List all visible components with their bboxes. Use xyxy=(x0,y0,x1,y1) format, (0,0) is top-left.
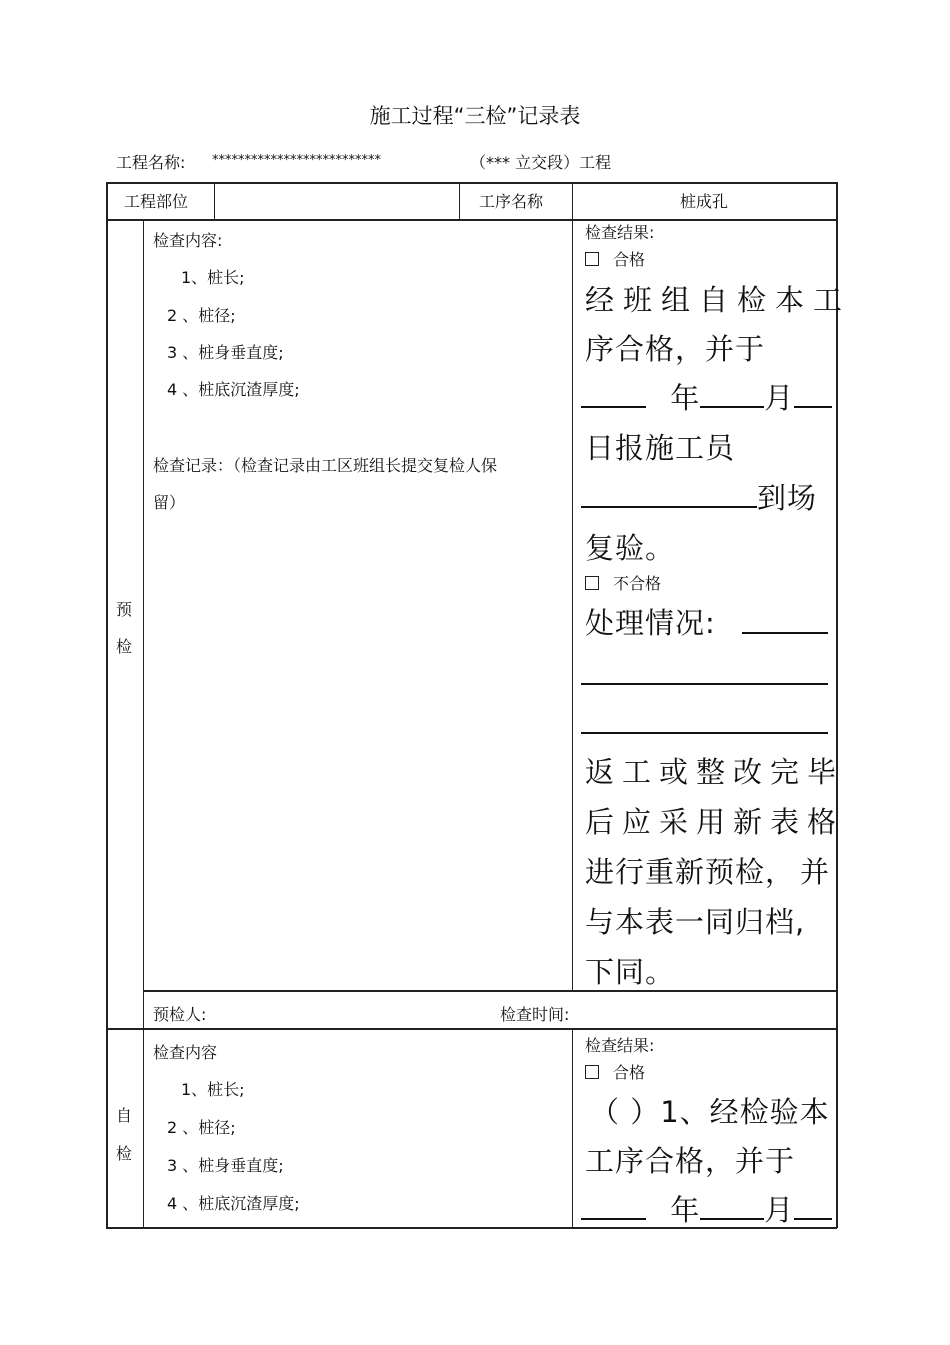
inspector-blank[interactable] xyxy=(581,482,757,508)
self-check-result-label: 检查结果: xyxy=(585,1036,655,1055)
pre-check-result-label: 检查结果: xyxy=(585,223,655,242)
process-label: 工序名称 xyxy=(479,192,544,211)
project-name-label: 工程名称: xyxy=(116,153,186,172)
year-blank[interactable] xyxy=(581,1194,646,1220)
check-time-label: 检查时间: xyxy=(500,1005,570,1024)
process-value[interactable]: 桩成孔 xyxy=(680,192,729,211)
self-date-line xyxy=(581,1188,832,1229)
checkbox-icon[interactable] xyxy=(585,252,599,266)
checkbox-icon[interactable] xyxy=(585,1065,599,1079)
year-label: 年 xyxy=(670,381,701,415)
month-blank[interactable] xyxy=(700,382,764,408)
pre-inspector-label: 预检人: xyxy=(153,1005,207,1024)
pass-label: 合格 xyxy=(613,1063,646,1082)
month-label: 月 xyxy=(764,1193,795,1227)
pre-check-item: 4 、桩底沉渣厚度; xyxy=(167,380,300,399)
self-check-item: 3 、桩身垂直度; xyxy=(167,1156,284,1175)
self-check-side-label-1: 自 xyxy=(116,1106,133,1125)
handling-label: 处理情况: xyxy=(585,606,716,640)
rework-text-3: 进行重新预检， xyxy=(585,855,796,889)
pre-check-pass-option[interactable] xyxy=(585,247,645,270)
handling-blank-line-3[interactable] xyxy=(581,732,828,734)
pre-check-record-label-2: 留） xyxy=(153,493,186,512)
pre-check-item: 3 、桩身垂直度; xyxy=(167,343,284,362)
pass-label: 合格 xyxy=(613,250,646,269)
checkbox-icon[interactable] xyxy=(585,576,599,590)
pre-check-fail-option[interactable] xyxy=(585,571,661,594)
month-label: 月 xyxy=(764,381,795,415)
month-blank[interactable] xyxy=(700,1194,764,1220)
rework-text-3b: 并 xyxy=(800,855,831,889)
self-check-pass-option[interactable] xyxy=(585,1060,645,1083)
year-label: 年 xyxy=(670,1193,701,1227)
self-check-content-label: 检查内容 xyxy=(153,1043,218,1062)
handling-blank[interactable] xyxy=(742,632,828,634)
self-check-item: 2 、桩径; xyxy=(167,1118,236,1137)
pass-text-1: 经班组自检本工 xyxy=(585,283,852,317)
project-name-value: ************************** xyxy=(212,153,381,168)
pre-check-item: 1、桩长; xyxy=(181,268,245,287)
pre-check-side-label-1: 预 xyxy=(116,600,133,619)
rework-text-5: 下同。 xyxy=(585,955,676,989)
arrive-line xyxy=(581,476,817,517)
pre-check-content-label: 检查内容: xyxy=(153,231,223,250)
day-blank[interactable] xyxy=(794,1194,832,1220)
pass-text-line-1 xyxy=(585,278,852,319)
rework-text-1: 返工或整改完毕 xyxy=(585,755,845,789)
self-check-item: 1、桩长; xyxy=(181,1080,245,1099)
section-name: （*** 立交段）工程 xyxy=(470,153,612,172)
rework-text-2: 后应采用新表格 xyxy=(585,805,845,839)
page-title: 施工过程“三检”记录表 xyxy=(369,104,581,128)
arrive-text: 到场 xyxy=(757,481,818,515)
pass-text-4: 日报施工员 xyxy=(585,431,736,465)
fail-label: 不合格 xyxy=(613,574,662,593)
handling-line xyxy=(585,601,716,642)
pre-check-item: 2 、桩径; xyxy=(167,306,236,325)
pre-check-record-label: 检查记录：（检查记录由工区班组长提交复检人保 xyxy=(153,456,498,475)
day-blank[interactable] xyxy=(794,382,832,408)
handling-blank-line-2[interactable] xyxy=(581,683,828,685)
pass-text-2: 序合格，并于 xyxy=(585,332,766,366)
part-label: 工程部位 xyxy=(124,192,189,211)
self-pass-text-2: 工序合格，并于 xyxy=(585,1144,796,1178)
rework-text-4: 与本表一同归档, xyxy=(585,905,806,939)
recheck-text: 复验。 xyxy=(585,531,676,565)
self-pass-text-1: （ ）1、经检验本 xyxy=(590,1095,830,1129)
date-line xyxy=(581,376,832,417)
year-blank[interactable] xyxy=(581,382,646,408)
pre-check-side-label-2: 检 xyxy=(116,637,133,656)
self-check-side-label-2: 检 xyxy=(116,1144,133,1163)
self-check-item: 4 、桩底沉渣厚度; xyxy=(167,1194,300,1213)
